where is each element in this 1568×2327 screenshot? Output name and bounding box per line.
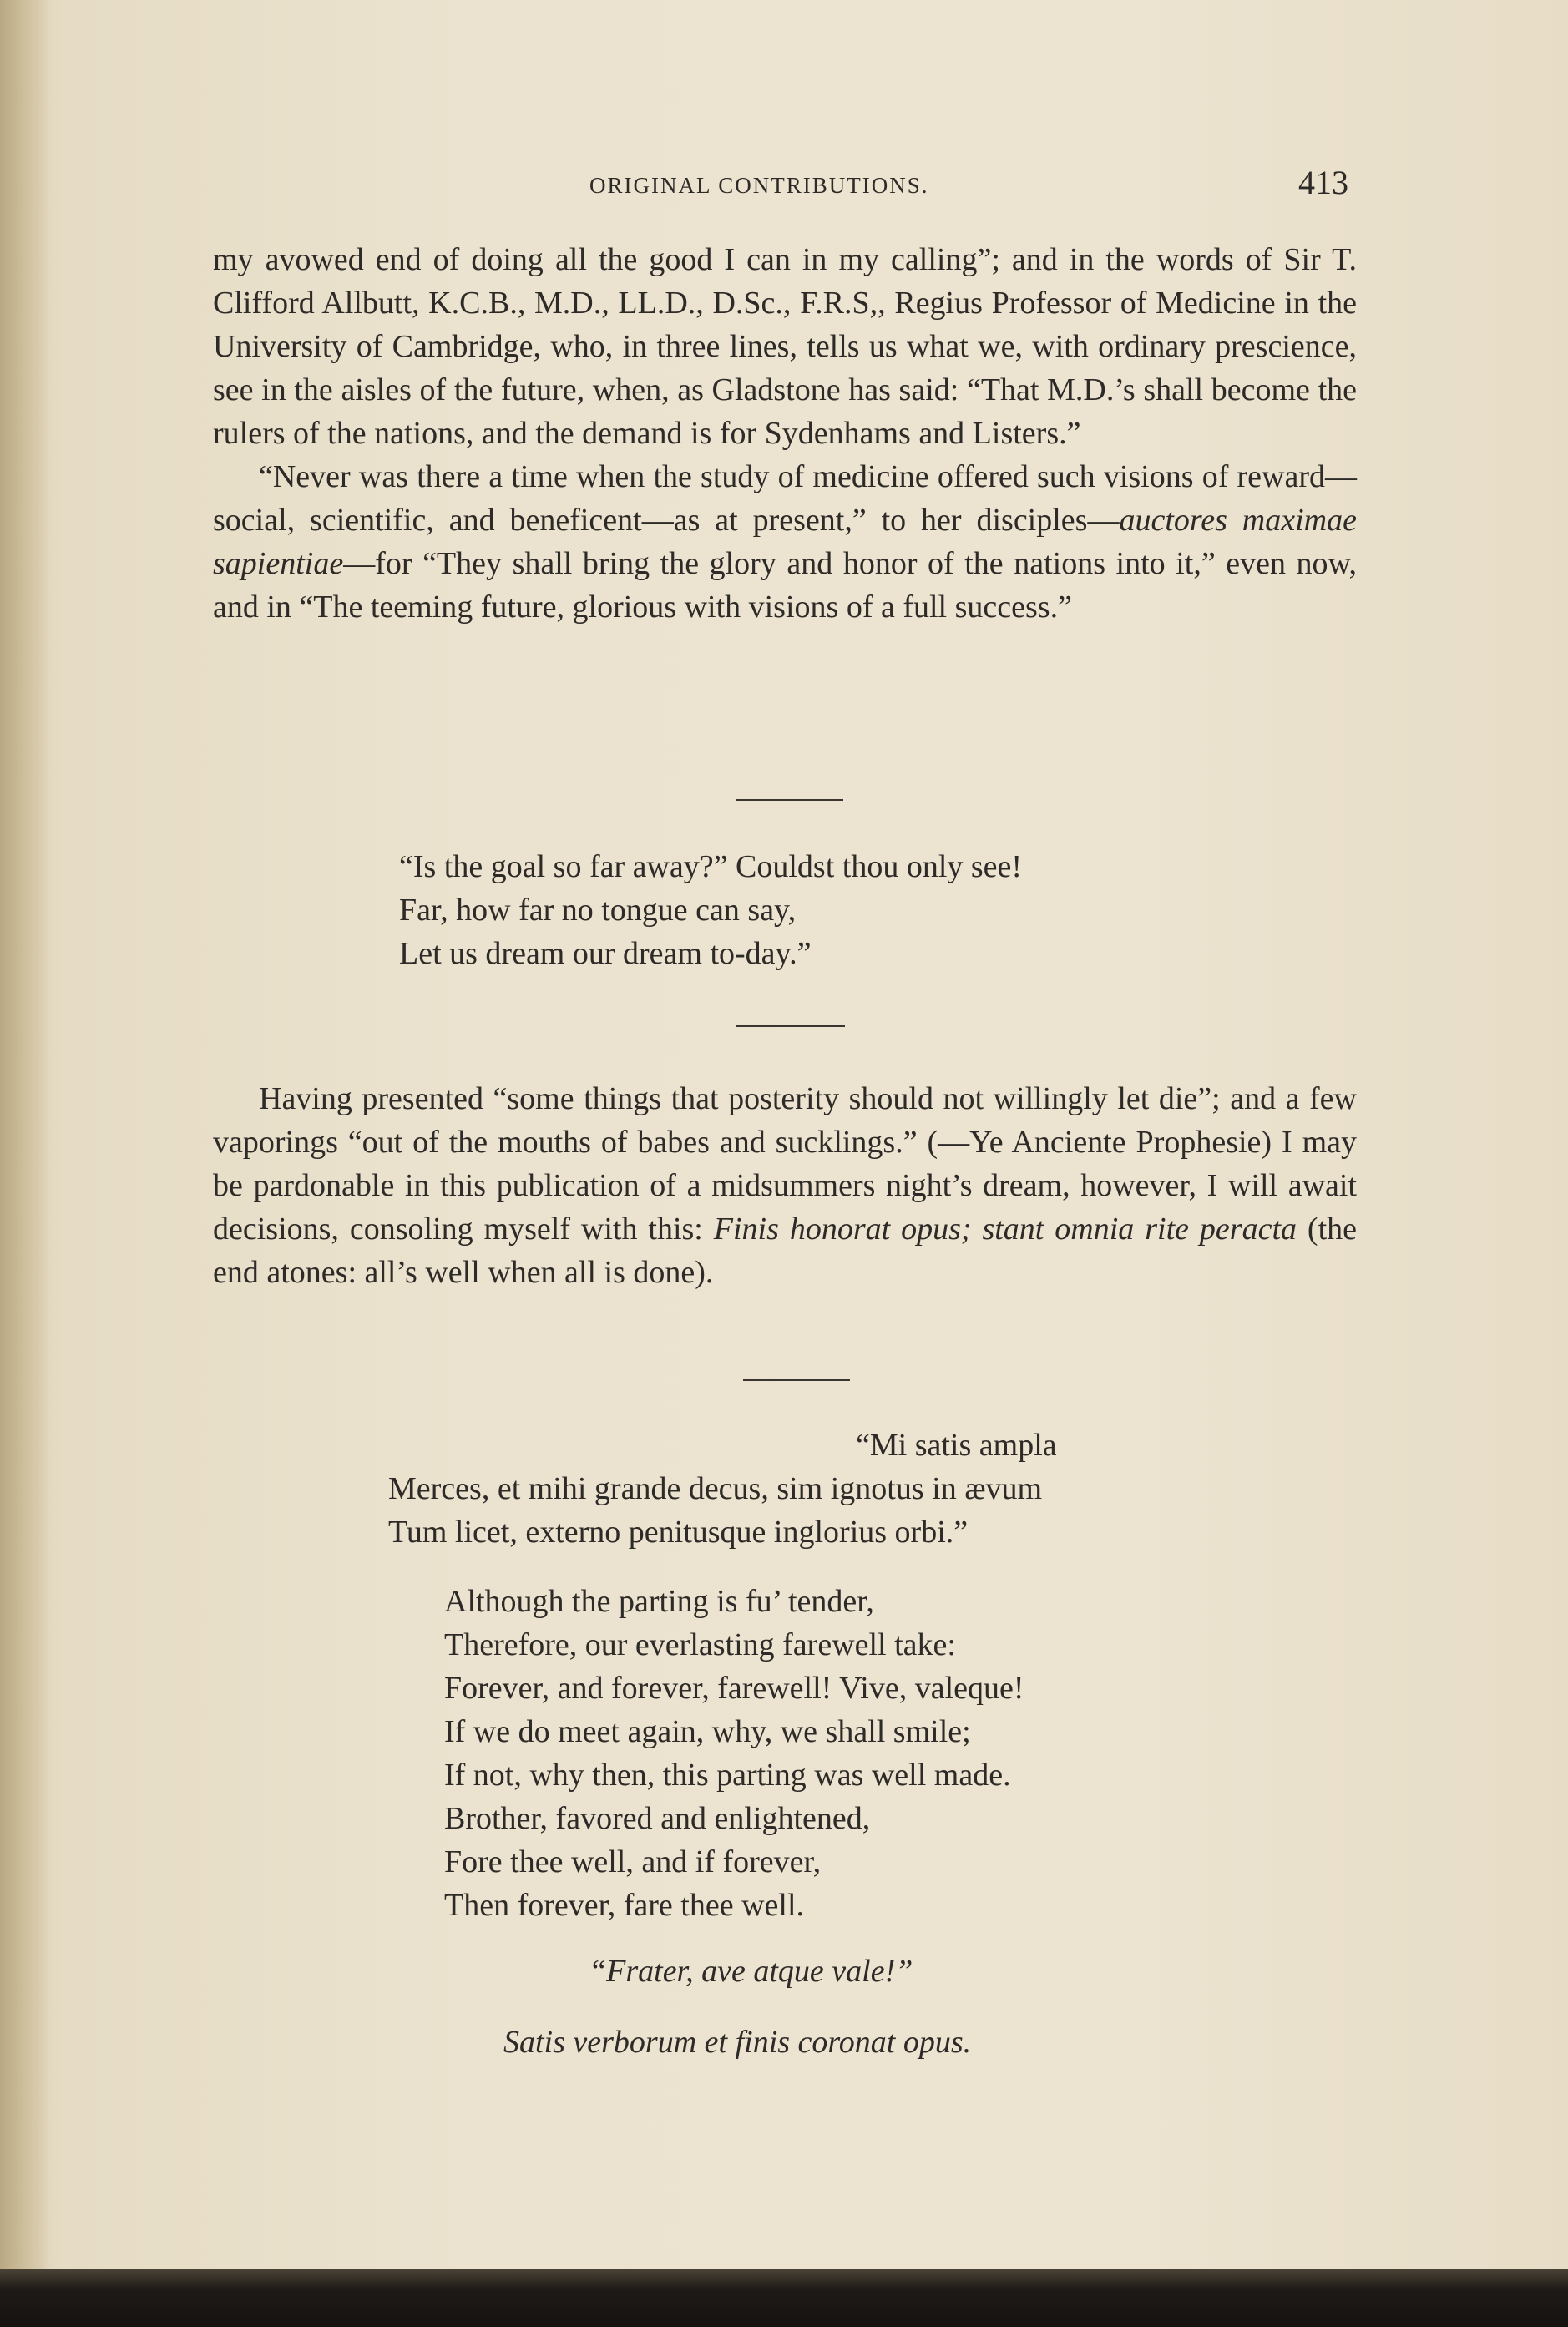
poem-line: Far, how far no tongue can say, (399, 893, 797, 928)
verse-line: Merces, et mihi grande decus, sim ignotus in ævum (388, 1471, 1043, 1506)
section-divider-2 (736, 1025, 845, 1027)
opening-paragraphs (213, 238, 1357, 629)
poem-goal (399, 845, 1022, 975)
quote-start: “Never was there a time when the study of medicine offered such visions of reward—social, scientific, and beneficent—as at present,” to her disciples— (213, 459, 1357, 538)
quote-end: —for “They shall bring the glory and honor of the nations into it,” even now, and in “The teeming future, glorious with visions of a full success.” (213, 546, 1357, 625)
page-header (0, 163, 1568, 213)
latin-phrase: auctores maximae sapientiae (213, 503, 1357, 581)
page-bottom-edge (0, 2269, 1568, 2327)
running-head: ORIGINAL CONTRIBUTIONS. (589, 173, 929, 198)
verse-line: Tum licet, externo penitusque inglorius orbi.” (388, 1515, 969, 1550)
verse-line: Brother, favored and enlightened, (444, 1801, 871, 1836)
verse-line: Fore thee well, and if forever, (444, 1844, 822, 1879)
paragraph-text (213, 1077, 1357, 1294)
closing-satis: Satis verborum et finis coronat opus. (503, 2025, 972, 2060)
poem-line: “Is the goal so far away?” Couldst thou only see! (399, 849, 1023, 884)
farewell-verse (444, 1580, 1024, 1927)
paragraph-never-was (213, 455, 1357, 629)
verse-line: If not, why then, this parting was well made. (444, 1758, 1011, 1793)
paragraph-start: Having presented “some things that posterity should not willingly let die”; and a few vaporings “out of the mouths of babes and sucklings.” (—Ye Anciente Prophesie) I may be pardonable in this publication of a midsummers night’s dream, however, I will await decisions, consoling myself with this: (213, 1081, 1357, 1247)
verse-line: Therefore, our everlasting farewell take: (444, 1627, 956, 1662)
verse-line: Then forever, fare thee well. (444, 1888, 805, 1923)
section-divider-3 (743, 1379, 850, 1381)
verse-line: Forever, and forever, farewell! Vive, valeque! (444, 1671, 1024, 1706)
verse-line: If we do meet again, why, we shall smile; (444, 1714, 971, 1749)
paragraph-having-presented (213, 1077, 1357, 1294)
page-gutter-shadow (0, 0, 50, 2327)
paragraph-end: (the end atones: all’s well when all is done). (213, 1212, 1358, 1290)
poem-line: Let us dream our dream to-day.” (399, 936, 812, 971)
section-divider-1 (736, 799, 843, 801)
paragraph-allbutt: my avowed end of doing all the good I can in my calling”; and in the words of Sir T. Clifford Allbutt, K.C.B., M.D., LL.D., D.Sc., F.R.S,, Regius Professor of Medicine in the University of Cambridge, who, in three lines, tells us what we, with ordinary prescience, see in the aisles of the future, when, as Gladstone has said: “That M.D.’s shall become the rulers of the nations, and the demand is for Sydenhams and Listers.” (213, 242, 1357, 451)
verse-line: Although the parting is fu’ tender, (444, 1584, 874, 1619)
latin-motto: Finis honorat opus; stant omnia rite peracta (713, 1212, 1297, 1247)
closing-frater: “Frater, ave atque vale!” (589, 1954, 913, 1989)
page-number: 413 (1298, 164, 1348, 201)
latin-verse (388, 1424, 1057, 1554)
verse-line: “Mi satis ampla (856, 1428, 1057, 1463)
